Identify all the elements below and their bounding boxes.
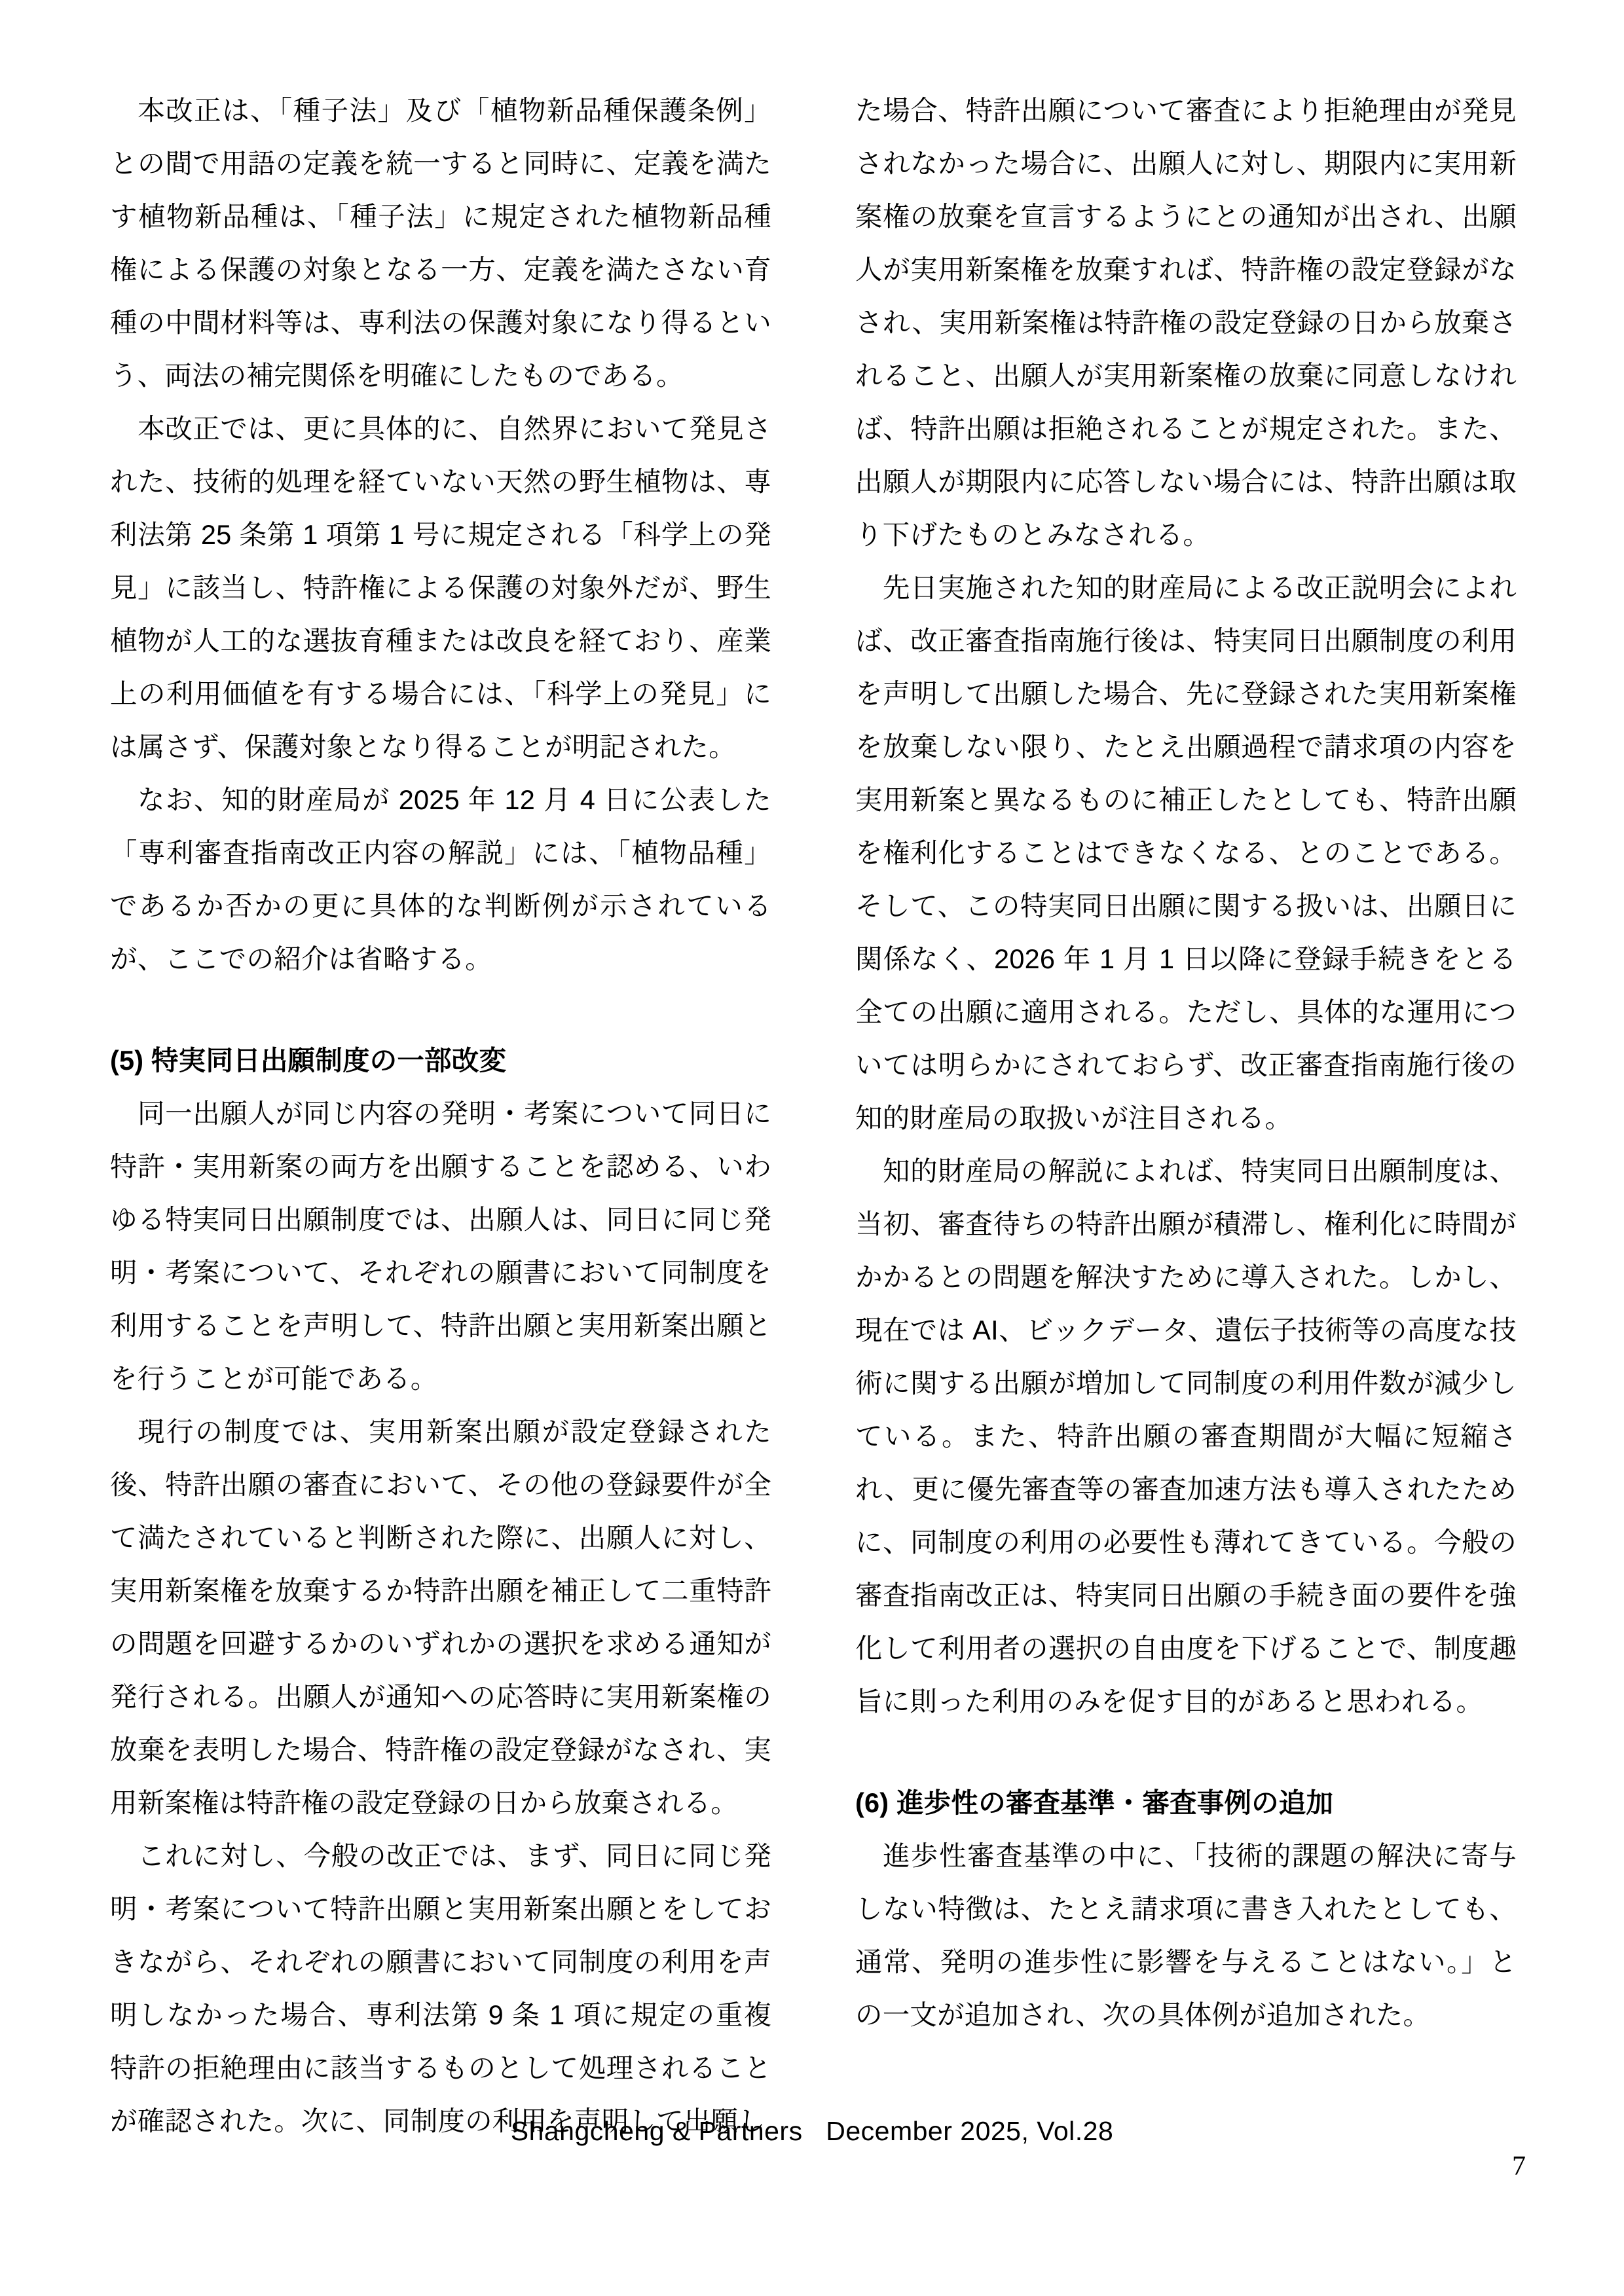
paragraph-right-1: た場合、特許出願について審査により拒絶理由が発見されなかった場合に、出願人に対し、期限内に実用新案権の放棄を宣言するようにとの通知が出され、出願人が実用新案権を放棄すれば、特許権の設定登録がなされ、実用新案権は特許権の設定登録の日から放棄されること、出願人が実用新案権の放棄に同意しなければ、特許出願は拒絶されることが規定された。また、出願人が期限内に応答しない場合には、特許出願は取り下げたものとみなされる。 [855,95,1517,550]
paragraph-left-4: 同一出願人が同じ内容の発明・考案について同日に特許・実用新案の両方を出願することを認める、いわゆる特実同日出願制度では、出願人は、同日に同じ発明・考案について、それぞれの願書において同制度を利用することを声明して、特許出願と実用新案出願とを行うことが可能である。 [110,1098,771,1394]
paragraph-right-3: 知的財産局の解説によれば、特実同日出願制度は、当初、審査待ちの特許出願が積滞し、権利化に時間がかかるとの問題を解決すために導入された。しかし、現在では AI、ビックデータ、遺伝子技術等の高度な技術に関する出願が増加して同制度の利用件数が減少している。また、特許出願の審査期間が大幅に短縮され、更に優先審査等の審査加速方法も導入されたために、同制度の利用の必要性も薄れてきている。今般の審査指南改正は、特実同日出願の手続き面の要件を強化して利用者の選択の自由度を下げることで、制度趣旨に則った利用のみを促す目的があると思われる。 [855,1156,1517,1717]
heading-spacer-6 [855,1728,1517,1776]
heading-spacer-5 [110,985,771,1034]
paragraph-right-4: 進歩性審査基準の中に、「技術的課題の解決に寄与しない特徴は、たとえ請求項に書き入れたとしても、通常、発明の進歩性に影響を与えることはない。」との一文が追加され、次の具体例が追加された。 [855,1840,1517,2030]
section-heading-5: (5) 特実同日出願制度の一部改変 [110,1045,507,1076]
footer-text: Shangcheng & Partners December 2025, Vol.28 [510,2116,1114,2146]
page-footer [0,2116,1624,2147]
right-column [855,84,1517,2041]
left-column [110,84,771,2147]
paragraph-right-2: 先日実施された知的財産局による改正説明会によれば、改正審査指南施行後は、特実同日出願制度の利用を声明して出願した場合、先に登録された実用新案権を放棄しない限り、たとえ出願過程で請求項の内容を実用新案と異なるものに補正したとしても、特許出願を権利化することはできなくなる、とのことである。そして、この特実同日出願に関する扱いは、出願日に関係なく、2026 年 1 月 1 日以降に登録手続きをとる全ての出願に適用される。ただし、具体的な運用については明らかにされておらず、改正審査指南施行後の知的財産局の取扱いが注目される。 [855,572,1517,1133]
paragraph-left-6: これに対し、今般の改正では、まず、同日に同じ発明・考案について特許出願と実用新案出願とをしておきながら、それぞれの願書において同制度の利用を声明しなかった場合、専利法第 9 条 1 項に規定の重複特許の拒絶理由に該当するものとして処理されることが確認された。次に、同制度の利用を声明して出願し [110,1840,771,2136]
section-heading-6: (6) 進歩性の審査基準・審査事例の追加 [855,1787,1334,1818]
paragraph-left-3: なお、知的財産局が 2025 年 12 月 4 日に公表した「専利審査指南改正内容の解説」には、「植物品種」であるか否かの更に具体的な判断例が示されているが、ここでの紹介は省略する。 [110,784,771,974]
paragraph-left-2: 本改正では、更に具体的に、自然界において発見された、技術的処理を経ていない天然の野生植物は、専利法第 25 条第 1 項第 1 号に規定される「科学上の発見」に該当し、特許権による保護の対象外だが、野生植物が人工的な選抜育種または改良を経ており、産業上の利用価値を有する場合には、「科学上の発見」には属さず、保護対象となり得ることが明記された。 [110,413,771,762]
paragraph-left-1: 本改正は、「種子法」及び「植物新品種保護条例」との間で用語の定義を統一すると同時に、定義を満たす植物新品種は、「種子法」に規定された植物新品種権による保護の対象となる一方、定義を満たさない育種の中間材料等は、専利法の保護対象になり得るという、両法の補完関係を明確にしたものである。 [110,95,771,391]
page-number: 7 [1512,2151,1526,2181]
paragraph-left-5: 現行の制度では、実用新案出願が設定登録された後、特許出願の審査において、その他の登録要件が全て満たされていると判断された際に、出願人に対し、実用新案権を放棄するか特許出願を補正して二重特許の問題を回避するかのいずれかの選択を求める通知が発行される。出願人が通知への応答時に実用新案権の放棄を表明した場合、特許権の設定登録がなされ、実用新案権は特許権の設定登録の日から放棄される。 [110,1416,771,1818]
